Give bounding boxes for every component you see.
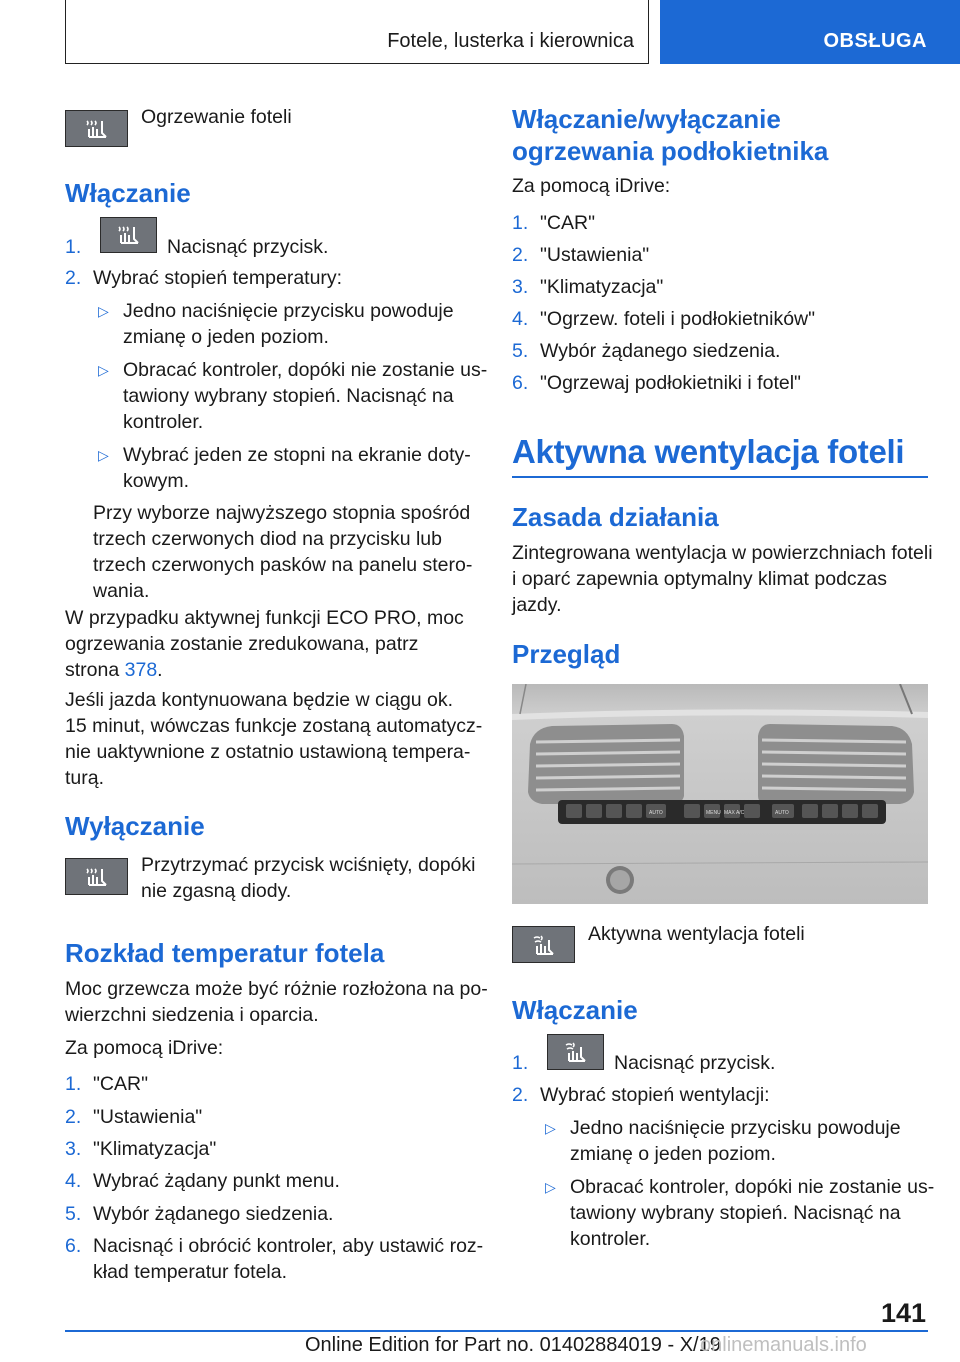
edition-text: Online Edition for Part no. 01402884019 - X/19 [305, 1334, 721, 1356]
ventilation-caption: Aktywna wentylacja foteli [588, 923, 805, 945]
bullet-line: kowym. [123, 470, 190, 492]
eco-page-prefix: strona [65, 659, 120, 681]
step-number: 5. [65, 1203, 82, 1225]
step-number: 2. [65, 267, 82, 289]
dashboard-illustration [512, 684, 928, 904]
step-text: "Klimatyzacja" [540, 276, 664, 298]
step-text: "Ogrzew. foteli i podłokietników" [540, 308, 816, 330]
page-link[interactable]: 378 [124, 659, 158, 681]
seat-heating-caption: Ogrzewanie foteli [141, 106, 292, 128]
note-line: trzech czerwonych diod na przycisku lub [93, 528, 442, 550]
step-number: 6. [512, 372, 529, 394]
seat-heating-icon [100, 217, 157, 253]
principle-line: Zintegrowana wentylacja w powierzchniach foteli [512, 542, 933, 564]
panel-label: MENU [706, 810, 721, 816]
bullet-triangle-icon: ▷ [98, 303, 109, 319]
eco-line: ogrzewania zostanie zredukowana, patrz [65, 633, 419, 655]
heading-vent-switch-on: Włączanie [512, 995, 638, 1025]
seat-ventilation-icon [547, 1034, 604, 1070]
continue-line: Jeśli jazda kontynuowana będzie w ciągu ok. [65, 689, 454, 711]
bullet-triangle-icon: ▷ [98, 447, 109, 463]
bullet-line: tawiony wybrany stopień. Nacisnąć na [123, 385, 454, 407]
dashboard-vents-photo [512, 684, 928, 904]
seat-ventilation-icon [512, 926, 575, 963]
step-text: Nacisnąć przycisk. [167, 236, 329, 258]
step-text: Nacisnąć przycisk. [614, 1052, 776, 1074]
step-text: Nacisnąć i obrócić kontroler, aby ustawić roz- [93, 1235, 484, 1257]
bullet-line: tawiony wybrany stopień. Nacisnąć na [570, 1202, 901, 1224]
step-number: 6. [65, 1235, 82, 1257]
continue-line: turą. [65, 767, 105, 789]
footer-rule [65, 1330, 928, 1332]
seat-heating-icon [65, 110, 128, 147]
note-line: trzech czerwonych pasków na panelu stero- [93, 554, 473, 576]
heading-principle: Zasada działania [512, 502, 719, 532]
continue-line: 15 minut, wówczas funkcje zostaną automatycz- [65, 715, 483, 737]
heading-armrest-line: ogrzewania podłokietnika [512, 136, 829, 166]
step-text: "Klimatyzacja" [93, 1138, 217, 1160]
off-line: nie zgasną diody. [141, 880, 292, 902]
step-text: "CAR" [93, 1073, 149, 1095]
bullet-line: Wybrać jeden ze stopni na ekranie doty- [123, 444, 471, 466]
step-number: 5. [512, 340, 529, 362]
page-number: 141 [880, 1298, 926, 1328]
eco-page-ref [65, 657, 163, 683]
heading-underline [512, 476, 928, 478]
eco-page-suffix: . [157, 659, 163, 681]
heading-switch-on: Włączanie [65, 178, 191, 208]
chapter-tab-label: OBSŁUGA [823, 30, 927, 52]
header-frame [65, 0, 649, 64]
step-number: 3. [512, 276, 529, 298]
heading-armrest-line: Włączanie/wyłączanie [512, 104, 781, 134]
step-text: Wybór żądanego siedzenia. [540, 340, 781, 362]
panel-label: MAX A/C [724, 810, 745, 816]
step-text: Wybrać stopień temperatury: [93, 267, 343, 289]
bullet-line: Jedno naciśnięcie przycisku powoduje [123, 300, 454, 322]
step-text: Wybrać stopień wentylacji: [540, 1084, 770, 1106]
step-number: 4. [512, 308, 529, 330]
heading-armrest [512, 103, 828, 167]
note-line: Przy wyborze najwyższego stopnia spośród [93, 502, 471, 524]
step-number: 3. [65, 1138, 82, 1160]
heading-switch-off: Wyłączanie [65, 811, 205, 841]
step-number: 2. [512, 1084, 529, 1106]
heading-temperature-distribution: Rozkład temperatur fotela [65, 938, 385, 968]
watermark: onlinemanuals.info [700, 1334, 867, 1356]
panel-label: AUTO [775, 810, 789, 816]
bullet-line: kontroler. [123, 411, 204, 433]
eco-line: W przypadku aktywnej funkcji ECO PRO, moc [65, 607, 464, 629]
step-text: "Ustawienia" [540, 244, 650, 266]
step-text: kład temperatur fotela. [93, 1261, 288, 1283]
dist-line: Moc grzewcza może być różnie rozłożona na po- [65, 978, 488, 1000]
off-line: Przytrzymać przycisk wciśnięty, dopóki [141, 854, 476, 876]
chapter-tab[interactable] [660, 0, 960, 64]
note-line: wania. [93, 580, 150, 602]
step-number: 1. [512, 1052, 529, 1074]
heading-overview: Przegląd [512, 639, 621, 669]
bullet-triangle-icon: ▷ [545, 1179, 556, 1195]
step-text: "CAR" [540, 212, 596, 234]
bullet-line: zmianę o jeden poziom. [570, 1143, 776, 1165]
bullet-line: Obracać kontroler, dopóki nie zostanie us- [570, 1176, 935, 1198]
heading-active-ventilation: Aktywna wentylacja foteli [512, 433, 905, 470]
bullet-line: Obracać kontroler, dopóki nie zostanie us- [123, 359, 488, 381]
idrive-label: Za pomocą iDrive: [512, 175, 671, 197]
principle-line: i oparć zapewnia optymalny klimat podczas [512, 568, 888, 590]
bullet-line: zmianę o jeden poziom. [123, 326, 329, 348]
step-text: "Ogrzewaj podłokietniki i fotel" [540, 372, 801, 394]
step-number: 1. [65, 1073, 82, 1095]
step-text: "Ustawienia" [93, 1106, 203, 1128]
dist-line: wierzchni siedzenia i oparcia. [65, 1004, 319, 1026]
step-text: Wybór żądanego siedzenia. [93, 1203, 334, 1225]
bullet-line: Jedno naciśnięcie przycisku powoduje [570, 1117, 901, 1139]
bullet-line: kontroler. [570, 1228, 651, 1250]
panel-label: AUTO [649, 810, 663, 816]
step-number: 1. [512, 212, 529, 234]
step-text: Wybrać żądany punkt menu. [93, 1170, 340, 1192]
bullet-triangle-icon: ▷ [98, 362, 109, 378]
principle-line: jazdy. [512, 594, 562, 616]
step-number: 2. [65, 1106, 82, 1128]
idrive-label: Za pomocą iDrive: [65, 1037, 224, 1059]
step-number: 4. [65, 1170, 82, 1192]
step-number: 1. [65, 236, 82, 258]
section-title: Fotele, lusterka i kierownica [387, 30, 634, 52]
bullet-triangle-icon: ▷ [545, 1120, 556, 1136]
continue-line: nie uaktywnione z ostatnio ustawioną tempera- [65, 741, 471, 763]
step-number: 2. [512, 244, 529, 266]
seat-heating-icon [65, 858, 128, 895]
